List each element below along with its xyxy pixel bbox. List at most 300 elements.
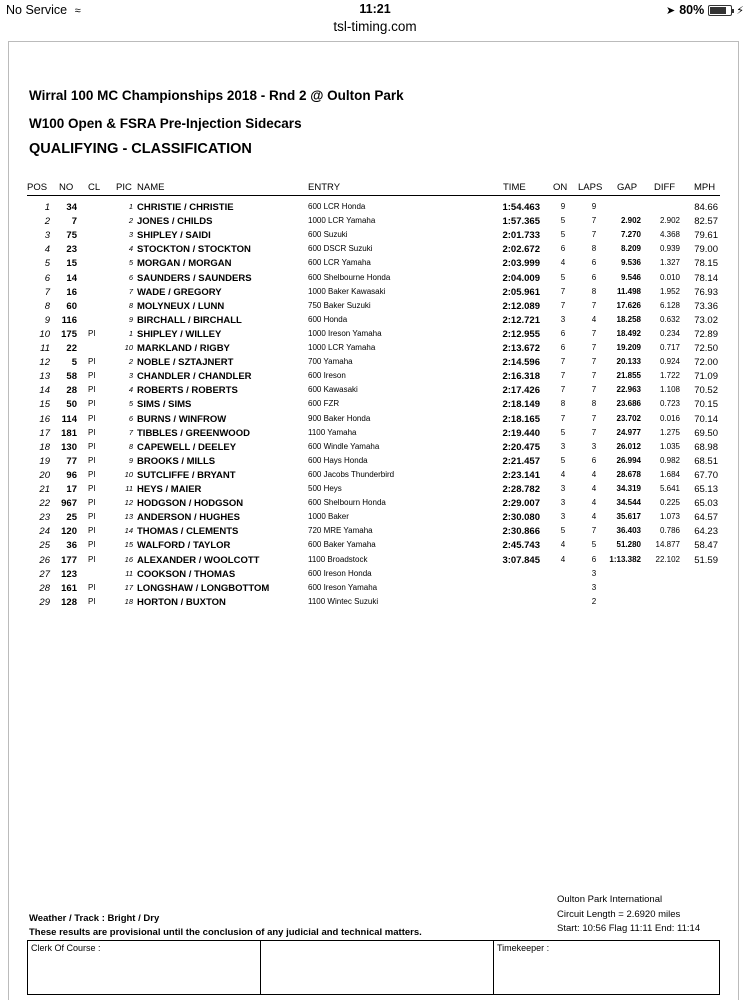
cell-laps: 4 <box>591 484 597 493</box>
cell-name: LONGSHAW / LONGBOTTOM <box>137 582 270 594</box>
cell-class: PI <box>88 399 96 409</box>
cell-on: 3 <box>560 512 566 522</box>
cell-pic: 6 <box>128 413 133 423</box>
cell-on: 4 <box>560 469 566 479</box>
cell-gap: 9.536 <box>620 258 641 268</box>
cell-entry: 600 Suzuki <box>308 230 348 240</box>
cell-pic: 17 <box>124 582 133 592</box>
cell-name: WALFORD / TAYLOR <box>137 540 231 552</box>
cell-pic: 8 <box>128 300 133 310</box>
cell-pos: 1 <box>44 202 50 213</box>
cell-laps: 6 <box>591 272 597 282</box>
cell-on: 5 <box>560 526 566 536</box>
signature-table <box>27 940 720 995</box>
cell-name: SHIPLEY / WILLEY <box>137 328 222 340</box>
cell-no: 34 <box>66 202 77 213</box>
cell-time: 2:21.457 <box>502 455 540 467</box>
cell-mph: 78.14 <box>694 272 718 284</box>
cell-entry: 600 LCR Honda <box>308 202 366 211</box>
cell-entry: 1000 LCR Yamaha <box>308 216 376 226</box>
cell-gap: 17.626 <box>616 300 641 310</box>
cell-laps: 5 <box>591 540 597 550</box>
cell-no: 130 <box>61 441 77 453</box>
cell-gap: 18.492 <box>616 328 641 338</box>
cell-no: 96 <box>66 469 77 481</box>
cell-gap: 51.280 <box>616 540 641 550</box>
cell-laps: 7 <box>591 526 597 536</box>
cell-on: 6 <box>560 244 566 254</box>
header-mph: MPH <box>694 182 716 193</box>
cell-name: STOCKTON / STOCKTON <box>137 244 251 256</box>
header-laps: LAPS <box>578 182 603 193</box>
cell-time: 3:07.845 <box>502 554 540 566</box>
provisional-notice: These results are provisional until the conclusion of any judicial and technical matters. <box>29 927 422 938</box>
cell-mph: 79.00 <box>694 244 718 256</box>
cell-diff: 1.952 <box>659 286 680 296</box>
cell-gap: 26.012 <box>616 441 641 451</box>
cell-diff: 0.939 <box>659 244 680 254</box>
cell-mph: 70.15 <box>694 399 718 411</box>
cell-no: 16 <box>66 286 77 298</box>
cell-diff: 0.982 <box>659 455 680 465</box>
cell-laps: 7 <box>591 385 597 395</box>
cell-gap: 24.977 <box>616 427 641 437</box>
cell-name: MORGAN / MORGAN <box>137 258 232 270</box>
cell-diff: 6.128 <box>659 300 680 310</box>
cell-no: 77 <box>66 455 77 467</box>
cell-pos: 26 <box>39 554 50 566</box>
cell-name: CHANDLER / CHANDLER <box>137 371 252 383</box>
cell-pos: 12 <box>39 357 50 369</box>
cell-diff: 5.641 <box>659 484 680 493</box>
cell-name: HODGSON / HODGSON <box>137 498 244 510</box>
cell-name: SAUNDERS / SAUNDERS <box>137 272 252 284</box>
cell-class: PI <box>88 582 96 592</box>
cell-entry: 600 Baker Yamaha <box>308 540 376 550</box>
cell-laps: 4 <box>591 469 597 479</box>
cell-no: 17 <box>66 484 77 495</box>
cell-gap: 35.617 <box>616 512 641 522</box>
cell-no: 161 <box>61 582 77 594</box>
cell-name: WADE / GREGORY <box>137 286 222 298</box>
cell-time: 2:12.721 <box>502 314 540 326</box>
cell-no: 114 <box>61 413 77 425</box>
blank-signature-cell <box>261 941 494 994</box>
cell-name: MARKLAND / RIGBY <box>137 343 230 354</box>
cell-pos: 3 <box>44 230 50 242</box>
cell-pic: 9 <box>128 314 133 324</box>
cell-pos: 6 <box>44 272 50 284</box>
header-diff: DIFF <box>654 182 676 193</box>
cell-on: 5 <box>560 216 566 226</box>
cell-laps: 4 <box>591 512 597 522</box>
cell-laps: 3 <box>591 441 597 451</box>
cell-pos: 24 <box>39 526 50 538</box>
cell-class: PI <box>88 385 96 395</box>
cell-class: PI <box>88 441 96 451</box>
cell-pic: 2 <box>128 216 133 226</box>
cell-entry: 600 Ireson <box>308 371 346 381</box>
circuit-length: Circuit Length = 2.6920 miles <box>557 909 681 920</box>
cell-name: SIMS / SIMS <box>137 399 192 411</box>
cell-pic: 6 <box>128 272 133 282</box>
cell-pic: 1 <box>128 202 133 211</box>
cell-diff: 0.225 <box>659 498 680 508</box>
charging-icon: ⚡ <box>736 4 744 17</box>
cell-pos: 4 <box>44 244 50 256</box>
cell-class: PI <box>88 596 96 606</box>
cell-pic: 11 <box>125 484 133 493</box>
cell-class: PI <box>88 427 96 437</box>
cell-time: 2:13.672 <box>502 343 540 354</box>
cell-mph: 70.14 <box>694 413 718 425</box>
header-pos: POS <box>27 182 48 193</box>
cell-laps: 7 <box>591 230 597 240</box>
cell-entry: 1100 Yamaha <box>308 427 357 437</box>
cell-pos: 13 <box>39 371 50 383</box>
session-title: QUALIFYING - CLASSIFICATION <box>29 141 252 157</box>
cell-class: PI <box>88 413 96 423</box>
cell-entry: 1000 Baker Kawasaki <box>308 286 386 296</box>
cell-class: PI <box>88 371 96 381</box>
cell-no: 175 <box>61 328 77 340</box>
cell-entry: 600 DSCR Suzuki <box>308 244 373 254</box>
cell-pic: 5 <box>128 399 133 409</box>
cell-time: 2:05.961 <box>502 286 540 298</box>
cell-pos: 5 <box>44 258 50 270</box>
cell-on: 7 <box>560 300 566 310</box>
clerk-of-course-cell <box>28 941 261 994</box>
cell-pic: 3 <box>128 230 133 240</box>
cell-entry: 1100 Broadstock <box>308 554 368 564</box>
cell-diff: 0.016 <box>659 413 680 423</box>
cell-diff: 0.717 <box>659 343 680 352</box>
cell-mph: 72.00 <box>694 357 718 369</box>
location-arrow-icon: ➤ <box>666 4 676 17</box>
cell-name: MOLYNEUX / LUNN <box>137 300 225 312</box>
cell-pic: 2 <box>128 357 133 367</box>
cell-gap: 23.702 <box>616 413 641 423</box>
cell-pos: 15 <box>39 399 50 411</box>
cell-diff: 1.073 <box>659 512 680 522</box>
clock: 11:21 <box>359 2 391 16</box>
cell-diff: 14.877 <box>655 540 680 550</box>
cell-class: PI <box>88 526 96 536</box>
cell-entry: 1000 Baker <box>308 512 349 522</box>
cell-mph: 82.57 <box>694 216 718 228</box>
cell-name: NOBLE / SZTAJNERT <box>137 357 234 369</box>
cell-laps: 7 <box>591 328 597 338</box>
cell-time: 1:54.463 <box>502 202 540 213</box>
cell-pos: 19 <box>39 455 50 467</box>
cell-gap: 34.319 <box>616 484 641 493</box>
cell-no: 7 <box>71 216 77 228</box>
cell-pos: 22 <box>39 498 50 510</box>
cell-pos: 16 <box>39 413 50 425</box>
cell-diff: 0.924 <box>659 357 680 367</box>
cell-gap: 11.498 <box>616 286 641 296</box>
cell-laps: 7 <box>591 343 597 352</box>
cell-laps: 7 <box>591 413 597 423</box>
cell-class: PI <box>88 554 96 564</box>
cell-time: 2:16.318 <box>502 371 540 383</box>
cell-on: 3 <box>560 498 566 508</box>
cell-time: 2:20.475 <box>502 441 540 453</box>
cell-diff: 1.327 <box>659 258 680 268</box>
cell-class: PI <box>88 512 96 522</box>
cell-no: 177 <box>61 554 77 566</box>
cell-on: 4 <box>560 258 566 268</box>
cell-pos: 8 <box>44 300 50 312</box>
cell-pic: 7 <box>128 286 133 296</box>
cell-on: 3 <box>560 441 566 451</box>
cell-laps: 8 <box>591 244 597 254</box>
cell-no: 36 <box>66 540 77 552</box>
cell-time: 2:01.733 <box>502 230 540 242</box>
cell-time: 2:04.009 <box>502 272 540 284</box>
cell-name: THOMAS / CLEMENTS <box>137 526 239 538</box>
cell-diff: 0.632 <box>659 314 680 324</box>
cell-gap: 8.209 <box>620 244 641 254</box>
cell-diff: 22.102 <box>655 554 680 564</box>
cell-gap: 34.544 <box>616 498 641 508</box>
weather-info: Weather / Track : Bright / Dry <box>29 913 160 924</box>
cell-name: HORTON / BUXTON <box>137 596 226 608</box>
cell-time: 2:19.440 <box>502 427 540 439</box>
cell-entry: 600 FZR <box>308 399 340 409</box>
cell-diff: 0.010 <box>659 272 680 282</box>
cell-pic: 9 <box>128 455 133 465</box>
cell-class: PI <box>88 328 96 338</box>
cell-entry: 600 Ireson Yamaha <box>308 582 378 592</box>
cell-entry: 600 Windle Yamaha <box>308 441 380 451</box>
cell-no: 128 <box>61 596 77 608</box>
cell-no: 5 <box>71 357 77 369</box>
cell-gap: 1:13.382 <box>609 554 641 564</box>
cell-mph: 65.03 <box>694 498 718 510</box>
cell-pic: 13 <box>124 512 133 522</box>
cell-time: 2:17.426 <box>502 385 540 397</box>
venue-name: Oulton Park International <box>557 894 663 905</box>
cell-laps: 7 <box>591 427 597 437</box>
cell-on: 3 <box>560 484 566 493</box>
cell-laps: 3 <box>591 568 597 578</box>
cell-entry: 1000 Ireson Yamaha <box>308 328 382 338</box>
cell-no: 23 <box>66 244 77 256</box>
cell-mph: 72.89 <box>694 328 718 340</box>
cell-gap: 2.902 <box>620 216 641 226</box>
cell-pos: 10 <box>39 328 50 340</box>
cell-laps: 9 <box>591 202 597 211</box>
cell-pic: 16 <box>124 554 133 564</box>
cell-diff: 1.035 <box>659 441 680 451</box>
battery-icon <box>708 5 732 16</box>
cell-on: 7 <box>560 286 566 296</box>
cell-on: 6 <box>560 343 566 352</box>
timekeeper-label: Timekeeper : <box>497 943 550 953</box>
cell-entry: 500 Heys <box>308 484 342 493</box>
cell-time: 2:30.080 <box>502 512 540 524</box>
cell-entry: 1000 LCR Yamaha <box>308 343 376 352</box>
cell-no: 181 <box>61 427 77 439</box>
cell-class: PI <box>88 357 96 367</box>
cell-gap: 22.963 <box>616 385 641 395</box>
cell-pic: 10 <box>124 469 133 479</box>
cell-pic: 15 <box>124 540 133 550</box>
cell-entry: 600 Shelbourne Honda <box>308 272 391 282</box>
cell-no: 123 <box>61 568 77 580</box>
cell-on: 5 <box>560 455 566 465</box>
cell-no: 120 <box>61 526 77 538</box>
cell-name: CAPEWELL / DEELEY <box>137 441 237 453</box>
cell-laps: 6 <box>591 258 597 268</box>
cell-pos: 28 <box>39 582 50 594</box>
cell-gap: 19.209 <box>616 343 641 352</box>
cell-laps: 7 <box>591 357 597 367</box>
cell-class: PI <box>88 498 96 508</box>
cell-gap: 9.546 <box>620 272 641 282</box>
cell-name: BIRCHALL / BIRCHALL <box>137 314 242 326</box>
header-entry: ENTRY <box>308 182 341 193</box>
cell-laps: 7 <box>591 300 597 310</box>
header-rule <box>27 195 720 196</box>
cell-mph: 76.93 <box>694 286 718 298</box>
cell-class: PI <box>88 484 96 493</box>
cell-gap: 18.258 <box>616 314 641 324</box>
cell-pos: 27 <box>39 568 50 580</box>
cell-no: 15 <box>66 258 77 270</box>
cell-no: 22 <box>66 343 77 354</box>
header-on: ON <box>553 182 568 193</box>
cell-mph: 67.70 <box>694 469 718 481</box>
cell-name: TIBBLES / GREENWOOD <box>137 427 250 439</box>
cell-pic: 1 <box>128 328 133 338</box>
header-cl: CL <box>88 182 101 193</box>
cell-diff: 0.786 <box>659 526 680 536</box>
cell-entry: 600 Jacobs Thunderbird <box>308 469 395 479</box>
cell-class: PI <box>88 540 96 550</box>
cell-class: PI <box>88 469 96 479</box>
cell-time: 2:14.596 <box>502 357 540 369</box>
cell-diff: 2.902 <box>659 216 680 226</box>
cell-pos: 11 <box>40 343 50 354</box>
cell-on: 4 <box>560 554 566 564</box>
cell-name: JONES / CHILDS <box>137 216 213 228</box>
cell-on: 8 <box>560 399 566 409</box>
cell-mph: 78.15 <box>694 258 718 270</box>
cell-time: 2:30.866 <box>502 526 540 538</box>
cell-time: 1:57.365 <box>502 216 540 228</box>
cell-no: 50 <box>66 399 77 411</box>
cell-laps: 6 <box>591 554 597 564</box>
cell-laps: 8 <box>591 399 597 409</box>
cell-mph: 71.09 <box>694 371 718 383</box>
wifi-icon: ≈ <box>74 5 81 17</box>
cell-no: 116 <box>61 314 77 326</box>
cell-entry: 700 Yamaha <box>308 357 353 367</box>
cell-pos: 29 <box>39 596 50 608</box>
cell-mph: 79.61 <box>694 230 718 242</box>
cell-no: 60 <box>66 300 77 312</box>
cell-laps: 4 <box>591 498 597 508</box>
cell-entry: 1100 Wintec Suzuki <box>308 596 379 606</box>
cell-diff: 1.684 <box>659 469 680 479</box>
cell-on: 7 <box>560 357 566 367</box>
cell-pos: 7 <box>44 286 50 298</box>
battery-status <box>666 3 744 17</box>
cell-class: PI <box>88 455 96 465</box>
cell-laps: 2 <box>591 596 597 606</box>
cell-name: ANDERSON / HUGHES <box>137 512 240 524</box>
cell-entry: 600 Kawasaki <box>308 385 358 395</box>
cell-mph: 64.57 <box>694 512 718 524</box>
cell-pos: 23 <box>39 512 50 524</box>
cell-no: 967 <box>61 498 77 510</box>
cell-on: 7 <box>560 385 566 395</box>
cell-no: 25 <box>66 512 77 524</box>
cell-gap: 23.686 <box>616 399 641 409</box>
cell-entry: 600 LCR Yamaha <box>308 258 371 268</box>
cell-time: 2:02.672 <box>502 244 540 256</box>
header-name: NAME <box>137 182 165 193</box>
cell-pic: 8 <box>128 441 133 451</box>
cell-mph: 72.50 <box>694 343 718 354</box>
cell-gap: 26.994 <box>616 455 641 465</box>
cell-entry: 900 Baker Honda <box>308 413 371 423</box>
carrier-label: No Service <box>6 3 68 17</box>
cell-pic: 10 <box>124 343 133 352</box>
header-time: TIME <box>503 182 526 193</box>
cell-name: SUTCLIFFE / BRYANT <box>137 469 236 481</box>
cell-pos: 14 <box>39 385 50 397</box>
cell-on: 5 <box>560 427 566 437</box>
cell-gap: 20.133 <box>616 357 641 367</box>
cell-mph: 84.66 <box>694 202 718 213</box>
cell-time: 2:12.955 <box>502 328 540 340</box>
cell-name: ROBERTS / ROBERTS <box>137 385 238 397</box>
cell-diff: 0.723 <box>659 399 680 409</box>
url-bar[interactable]: tsl-timing.com <box>333 19 417 34</box>
cell-time: 2:18.165 <box>502 413 540 425</box>
cell-on: 7 <box>560 371 566 381</box>
cell-mph: 68.98 <box>694 441 718 453</box>
clerk-of-course-label: Clerk Of Course : <box>31 943 101 953</box>
cell-laps: 7 <box>591 371 597 381</box>
cell-mph: 51.59 <box>694 554 718 566</box>
cell-no: 58 <box>66 371 77 383</box>
cell-no: 14 <box>66 272 77 284</box>
cell-no: 28 <box>66 385 77 397</box>
cell-mph: 73.02 <box>694 314 718 326</box>
cell-gap: 7.270 <box>620 230 641 240</box>
cell-gap: 28.678 <box>616 469 641 479</box>
cell-name: SHIPLEY / SAIDI <box>137 230 211 242</box>
cell-mph: 64.23 <box>694 526 718 538</box>
cell-mph: 70.52 <box>694 385 718 397</box>
cell-on: 7 <box>560 413 566 423</box>
cell-laps: 3 <box>591 582 597 592</box>
cell-pos: 17 <box>39 427 50 439</box>
cell-name: CHRISTIE / CHRISTIE <box>137 202 234 213</box>
cell-time: 2:12.089 <box>502 300 540 312</box>
cell-diff: 0.234 <box>659 328 680 338</box>
cell-entry: 600 Hays Honda <box>308 455 368 465</box>
cell-entry: 600 Shelbourn Honda <box>308 498 386 508</box>
cell-on: 3 <box>560 314 566 324</box>
cell-on: 5 <box>560 230 566 240</box>
cell-pic: 4 <box>128 385 133 395</box>
status-bar <box>0 0 750 20</box>
